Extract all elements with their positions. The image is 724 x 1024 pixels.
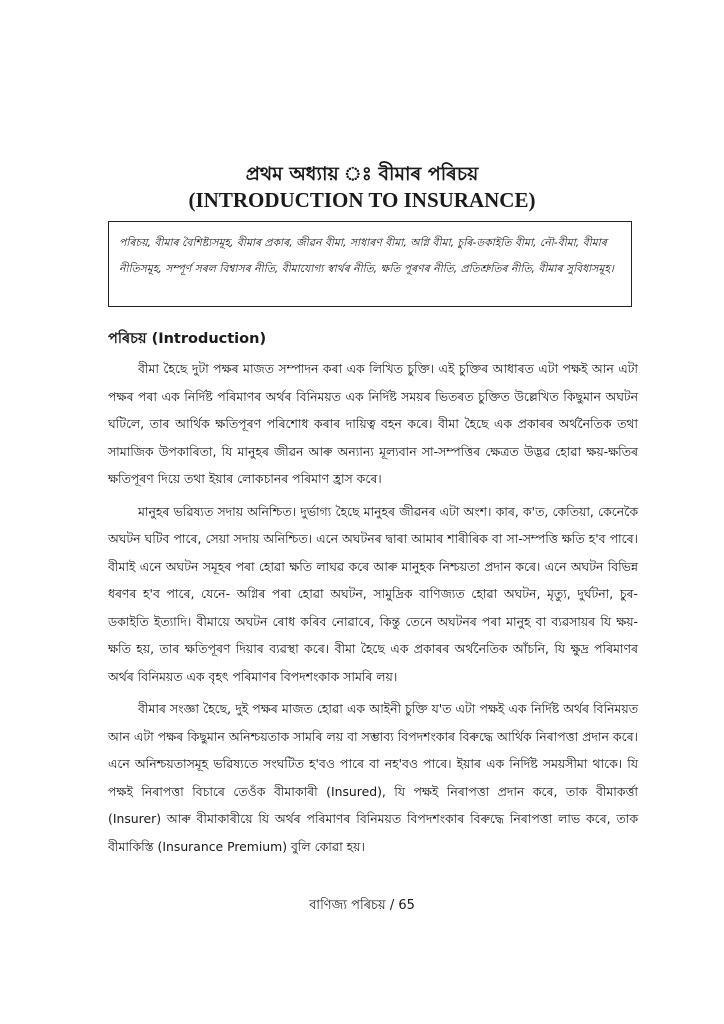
page-number: 65	[398, 898, 415, 913]
chapter-title: প্ৰথম অধ্যায় ঃ বীমাৰ পৰিচয়	[245, 163, 479, 185]
chapter-topics-box	[108, 221, 632, 307]
chapter-subtitle: (INTRODUCTION TO INSURANCE)	[188, 188, 536, 212]
section-heading: পৰিচয় (Introduction)	[108, 331, 267, 347]
chapter-topics-text: পৰিচয়, বীমাৰ বৈশিষ্ট্যসমূহ, বীমাৰ প্ৰকাৰ, জীৱন বীমা, সাধাৰণ বীমা, অগ্নি বীমা, চুৰি-ডকাইতি বীমা, নৌ-বীমা, বীমাৰ নীতিসমূহ, সম্পূৰ্ণ সৰল বিশ্বাসৰ নীতি, বীমাযোগ্য স্বাৰ্থৰ নীতি, ক্ষতি পূৰণৰ নীতি, প্ৰতিশ্ৰুতিৰ নীতি, বীমাৰ সুবিধাসমূহ।	[119, 236, 614, 275]
paragraph: বীমাৰ সংজ্ঞা হৈছে, দুই পক্ষৰ মাজত হোৱা এক আইনী চুক্তি য'ত এটা পক্ষই এক নিৰ্দিষ্ট অৰ্থৰ বিনিময়ত আন এটা পক্ষৰ কিছুমান অনিশ্চয়তাক সামৰি লয় বা সম্ভাব্য বিপদশংকাৰ বিৰুদ্ধে আৰ্থিক নিৰাপত্তা প্ৰদান কৰে। এনে অনিশ্চয়তাসমূহ ভৱিষ্যতে সংঘটিত হ'বও পাৰে বা নহ'বও পাৰে। ইয়াৰ এক নিৰ্দিষ্ট সময়সীমা থাকে। যি পক্ষই নিৰাপত্তা বিচাৰে তেওঁক বীমাকাৰী (Insured), যি পক্ষই নিৰাপত্তা প্ৰদান কৰে, তাক বীমাকৰ্ত্তা (Insurer) আৰু বীমাকাৰীয়ে যি অৰ্থৰ পৰিমাণৰ বিনিময়ত বিপদশংকাৰ বিৰুদ্ধে নিৰাপত্তা লাভ কৰে, তাক বীমাকিস্তি (Insurance Premium) বুলি কোৱা হয়।	[108, 701, 638, 854]
paragraph: মানুহৰ ভৱিষ্যত সদায় অনিশ্চিত। দুৰ্ভাগ্য হৈছে মানুহৰ জীৱনৰ এটা অংশ। কাৰ, ক'ত, কেতিয়া, কেনেকৈ অঘটন ঘটিব পাৰে, সেয়া সদায় অনিশ্চিত। এনে অঘটনৰ দ্বাৰা আমাৰ শাৰীৰিক বা সা-সম্পত্তি ক্ষতি হ'ব পাৰে। বীমাই এনে অঘটন সমূহৰ পৰা হোৱা ক্ষতি লাঘৱ কৰে আৰু মানুহক নিশ্চয়তা প্ৰদান কৰে। এনে অঘটন বিভিন্ন ধৰণৰ হ'ব পাৰে, যেনে- অগ্নিৰ পৰা হোৱা অঘটন, সামুদ্ৰিক বাণিজ্যত হোৱা অঘটন, মৃত্যু, দুৰ্ঘটনা, চুৰ-ডকাইতি ইত্যাদি। বীমায়ে অঘটন ৰোধ কৰিব নোৱাৰে, কিন্তু তেনে অঘটনৰ পৰা মানুহ বা ব্যৱসায়ৰ যি ক্ষয়-ক্ষতি হয়, তাৰ ক্ষতিপূৰণ দিয়াৰ ব্যৱস্থা কৰে। বীমা হৈছে এক প্ৰকাৰৰ অৰ্থনৈতিক আঁচনি, যি ক্ষুদ্ৰ পৰিমাণৰ অৰ্থৰ বিনিময়ত এক বৃহৎ পৰিমাণৰ বিপদশংকাক সামৰি লয়।	[108, 503, 638, 684]
section-body	[108, 355, 638, 865]
footer-separator: /	[389, 898, 395, 913]
page-footer	[0, 896, 724, 917]
paragraph: বীমা হৈছে দুটা পক্ষৰ মাজত সম্পাদন কৰা এক লিখিত চুক্তি। এই চুক্তিৰ আধাৰত এটা পক্ষই আন এটা পক্ষৰ পৰা এক নিৰ্দিষ্ট পৰিমাণৰ অৰ্থৰ বিনিময়ত এক নিৰ্দিষ্ট সময়ৰ ভিতৰত চুক্তিত উল্লেখিত কিছুমান অঘটন ঘটিলে, তাৰ আৰ্থিক ক্ষতিপূৰণ পৰিশোধ কৰাৰ দায়িত্ব বহন কৰে। বীমা হৈছে এক প্ৰকাৰৰ অৰ্থনৈতিক তথা সামাজিক উপকাৰিতা, যি মানুহৰ জীৱন আৰু অন্যান্য মূল্যবান সা-সম্পত্তিৰ ক্ষেত্ৰত উদ্ভৱ হোৱা ক্ষয়-ক্ষতিৰ ক্ষতিপূৰণ দিয়ে তথা ইয়াৰ লোকচানৰ পৰিমাণ হ্ৰাস কৰে।	[108, 361, 638, 486]
footer-book-title: বাণিজ্য পৰিচয়	[309, 898, 386, 913]
